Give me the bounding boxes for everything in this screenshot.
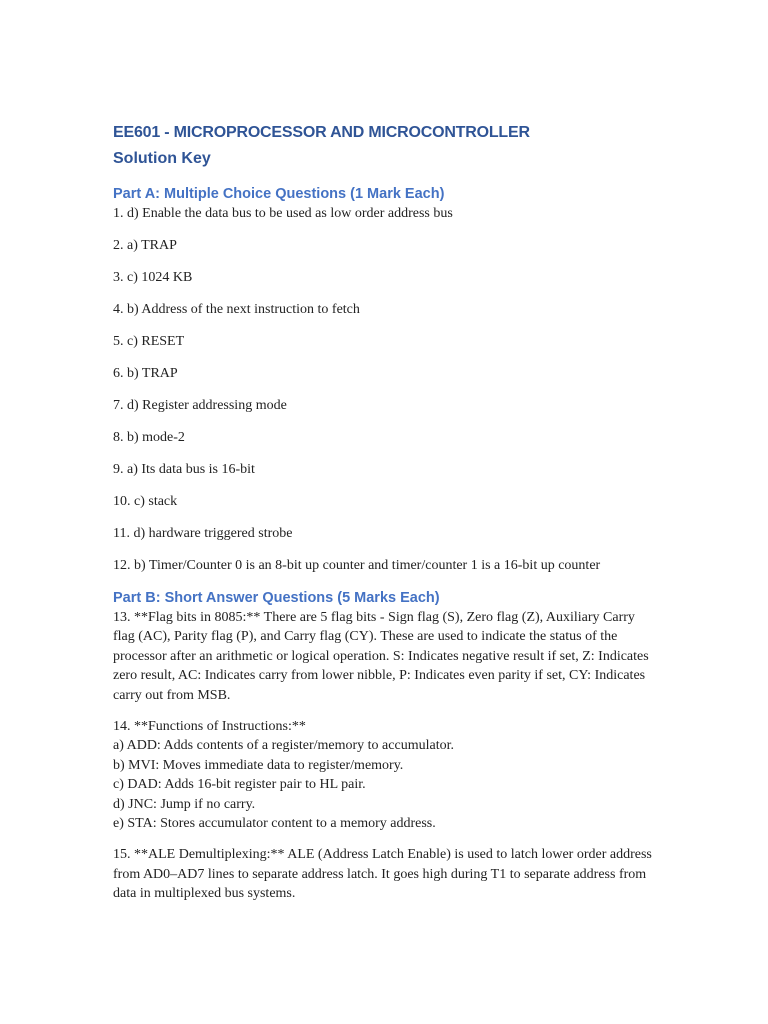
answer-15: 15. **ALE Demultiplexing:** ALE (Address Latch Enable) is used to latch lower order address from AD0–AD7 lines to separate address latch. It goes high during T1 to separate address from data in multiplexed bus systems. xyxy=(113,847,652,902)
answer-item: 10. c) stack xyxy=(113,494,178,509)
answer-item: 8. b) mode-2 xyxy=(113,430,185,445)
answer-14-intro: 14. **Functions of Instructions:** xyxy=(113,719,306,735)
answer-item: 2. a) TRAP xyxy=(113,238,177,253)
document-title: EE601 - MICROPROCESSOR AND MICROCONTROLLER xyxy=(113,124,530,141)
answer-item: 5. c) RESET xyxy=(113,334,185,349)
answer-item: 3. c) 1024 KB xyxy=(113,270,193,285)
instruction-function-item: e) STA: Stores accumulator content to a memory address. xyxy=(113,816,436,832)
solution-key-page xyxy=(113,120,653,916)
instruction-function-item: c) DAD: Adds 16-bit register pair to HL pair. xyxy=(113,777,366,793)
answer-14 xyxy=(113,717,653,833)
instruction-function-item: d) JNC: Jump if no carry. xyxy=(113,796,256,812)
answer-item: 1. d) Enable the data bus to be used as low order address bus xyxy=(113,206,453,221)
answer-item: 7. d) Register addressing mode xyxy=(113,398,287,413)
document-subtitle: Solution Key xyxy=(113,150,211,167)
answer-item: 6. b) TRAP xyxy=(113,366,178,381)
answer-item: 12. b) Timer/Counter 0 is an 8-bit up counter and timer/counter 1 is a 16-bit up counter xyxy=(113,558,601,573)
part-b-heading: Part B: Short Answer Questions (5 Marks Each) xyxy=(113,590,440,606)
instruction-function-item: a) ADD: Adds contents of a register/memory to accumulator. xyxy=(113,738,454,754)
instruction-function-item: b) MVI: Moves immediate data to register/memory. xyxy=(113,757,404,773)
answer-item: 9. a) Its data bus is 16-bit xyxy=(113,462,255,477)
part-a-answers xyxy=(113,204,653,575)
answer-13: 13. **Flag bits in 8085:** There are 5 flag bits - Sign flag (S), Zero flag (Z), Auxiliary Carry flag (AC), Parity flag (P), and Carry flag (CY). These are used to indicate the status of the processor after an arithmetic or logical operation. S: Indicates negative result if set, Z: Indicates zero result, AC: Indicates carry from lower nibble, P: Indicates even parity if set, CY: Indicates carry out from MSB. xyxy=(113,610,649,703)
part-a-heading: Part A: Multiple Choice Questions (1 Mark Each) xyxy=(113,186,445,202)
answer-item: 4. b) Address of the next instruction to fetch xyxy=(113,302,360,317)
answer-item: 11. d) hardware triggered strobe xyxy=(113,526,293,541)
